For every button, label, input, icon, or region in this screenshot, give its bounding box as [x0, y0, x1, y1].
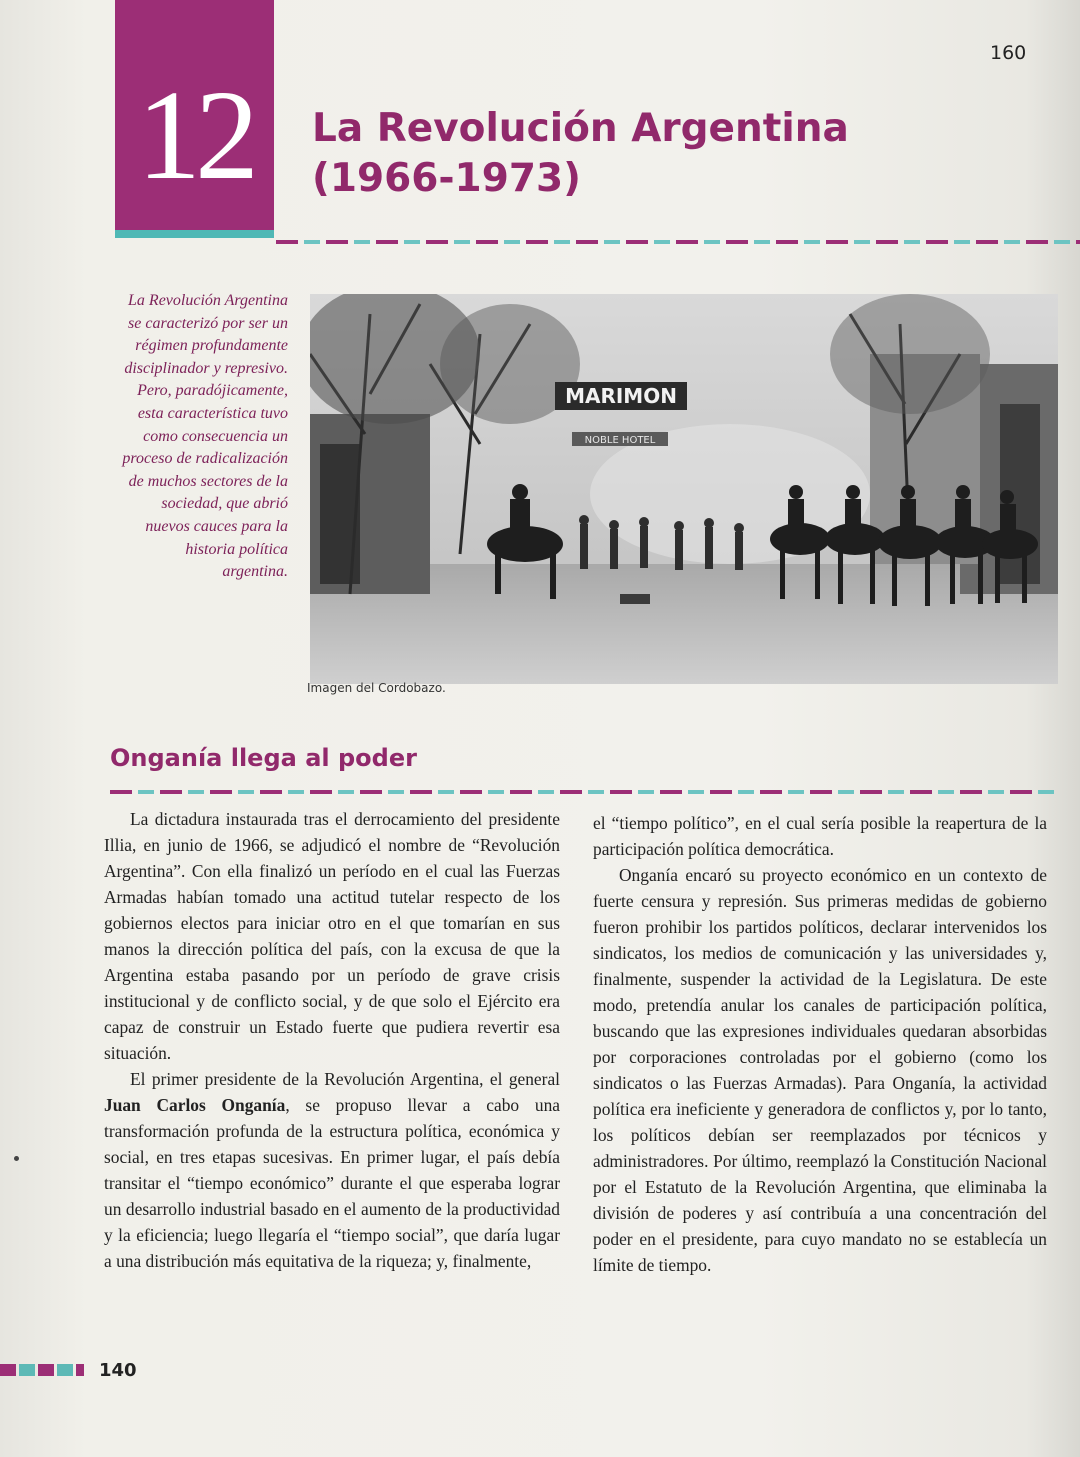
margin-dot	[14, 1156, 19, 1161]
chapter-title-line2: (1966-1973)	[312, 156, 581, 201]
section-title: Onganía llega al poder	[110, 744, 417, 772]
chapter-title-line1: La Revolución Argentina	[312, 106, 849, 151]
photo-sign-hotel: NOBLE HOTEL	[584, 435, 656, 446]
photo-sign-marimon: MARIMON	[565, 384, 677, 408]
chapter-accent-bar	[115, 230, 274, 238]
bottom-page-number: 140	[99, 1360, 137, 1381]
top-page-number: 160	[990, 42, 1027, 64]
paragraph: La dictadura instaurada tras el derrocamiento del presidente Illia, en junio de 1966, se adjudicó el nombre de “Revolución Argentina”. Con ella finalizó un período en el cual las Fuerzas Armadas habían tomado una actitud tutelar respecto de los gobiernos electos para iniciar otro en el que tomarían en sus manos la dirección política del país, con la excusa de que la Argentina estaba pasando por un período de grave crisis institucional y de conflicto social, y de que solo el Ejército era capaz de construir un Estado fuerte que pudiera revertir esa situación.	[104, 809, 560, 1063]
text-column-left	[104, 806, 560, 1274]
page-number-decoration	[0, 1364, 84, 1376]
paragraph: Onganía encaró su proyecto económico en un contexto de fuerte censura y represión. Sus primeras medidas de gobierno fueron prohibir los partidos políticos, declarar intervenidos los sindicatos, los medios de comunicación y las universidades y, finalmente, suspender la actividad de la Legislatura. De este modo, pretendía anular los canales de participación política, buscando que las expresiones individuales quedaran absorbidas por corporaciones controladas por el gobierno (como los sindicatos o las Fuerzas Armadas). Para Onganía, la actividad política era ineficiente y generadora de conflictos y, por lo tanto, los políticos debían ser reemplazados por técnicos y administradores. Por último, reemplazó la Constitución Nacional por el Estatuto de la Revolución Argentina, que eliminaba la división de poderes y así contribuía a una concentración del poder en el presidente, para cuyo mandato no se establecía un límite de tiempo.	[593, 865, 1047, 1275]
paragraph: el “tiempo político”, en el cual sería posible la reapertura de la participación política democrática.	[593, 813, 1047, 859]
section-divider	[110, 790, 1054, 794]
intro-quote: La Revolución Argentina se caracterizó por ser un régimen profundamente disciplinador y represivo. Pero, paradójicamente, esta característica tuvo como consecuencia un proceso de radicalización de muchos sectores de la sociedad, que abrió nuevos cauces para la historia política argentina.	[122, 292, 288, 581]
text-column-right	[593, 810, 1047, 1278]
bold-name: Juan Carlos Onganía	[104, 1095, 286, 1115]
chapter-number: 12	[137, 64, 253, 206]
chapter-divider	[276, 240, 1080, 244]
cordobazo-photo	[310, 294, 1058, 684]
chapter-title	[312, 104, 1012, 204]
paragraph: El primer presidente de la Revolución Argentina, el general Juan Carlos Onganía, se propuso llevar a cabo una transformación profunda de la estructura política, económica y social, en tres etapas sucesivas. En primer lugar, el país debía transitar el “tiempo económico” durante el que esperaba lograr un desarrollo industrial basado en el aumento de la productividad y la eficiencia; luego llegaría el “tiempo social”, que daría lugar a una distribución más equitativa de la riqueza; y, finalmente,	[104, 1069, 560, 1271]
photo-caption: Imagen del Cordobazo.	[307, 681, 446, 695]
